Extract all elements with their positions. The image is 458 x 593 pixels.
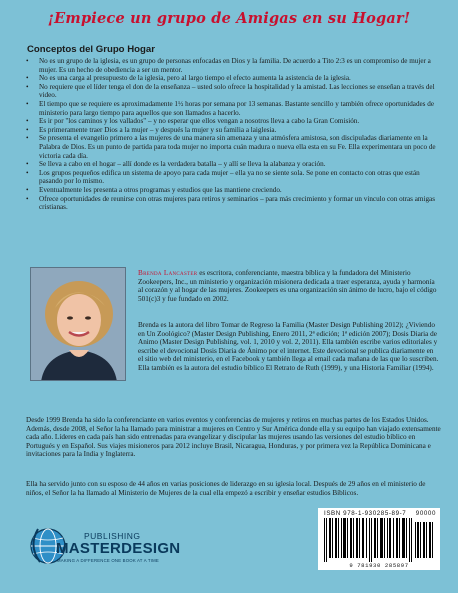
bio-intro-text: es escritora, conferenciante, maestra bíblica y la fundadora del Ministerio Zookeepers, Inc., un ministerio y organización misionera dedicada a traer esperanza, ayuda y harmonía al corazón y al hogar de las mujeres. Zookeepers es una organización sin ánimo de lucro, bajo el código 501(c)3 y fue fundado en 2002. (138, 269, 437, 303)
concepts-list (26, 57, 441, 212)
bio-books-wrap (138, 321, 440, 381)
concept-item: • Es ir por "los caminos y los vallados" – y no esperar que ellos vengan a nosotros lleva a cabo la Gran Comisión. (26, 117, 441, 126)
barcode-digits: 9 781930 285897 (349, 562, 409, 569)
publisher-tagline: MAKING A DIFFERENCE ONE BOOK AT A TIME (57, 558, 159, 563)
bio-intro (138, 269, 440, 303)
concept-item: • No es una carga al presupuesto de la iglesia, pero al largo tiempo el efecto aumenta la asistencia de la iglesia. (26, 74, 441, 83)
barcode-icon (322, 518, 436, 562)
price-code: 90000 (415, 510, 436, 517)
author-photo (30, 267, 126, 381)
bio-ministry: Desde 1999 Brenda ha sido la conferenciante en varios eventos y conferencias de mujeres y retiros en muchas partes de los Estados Unidos. Además, desde 2008, el Señor la ha llamado para ministrar a mujeres en Centro y Sur América donde ella y su equipo han viajado extensamente cada año. Líderes en cada país han sido entrenadas para evangelizar y discipular las mujeres usando las versiones del estudio bíblico en Portugués y en Español. Sus viajes misioneros para 2012 incluye Brasil, Nicaragua, Honduras, y por primera vez la República Dominicana e invitaciones para la India y Inglaterra. (26, 416, 441, 459)
concept-item: • No requiere que el líder tenga el don de la enseñanza – usted solo ofrece la hospitalidad y la amistad. Las lecciones se enseñan a través del video. (26, 83, 441, 100)
author-bio (138, 269, 440, 312)
concept-item: • Se lleva a cabo en el hogar – allí donde es la verdadera batalla – y allí se lleva la alabanza y oración. (26, 160, 441, 169)
concept-item: • Se presenta el evangelio primero a las mujeres de una manera sin amenaza y una atmósfera amistosa, son discipuladas diariamente en la Palabra de Dios. Es un punto de partida para toda mujer no importa cuán madura o nueva ella esta en su Fe. Ella experimentara un poco de victoria cada día. (26, 134, 441, 160)
isbn-text (324, 510, 436, 517)
concept-item: • Es primeramente traer Dios a la mujer – y después la mujer y su familia a laiglesia. (26, 126, 441, 135)
isbn-number: ISBN 978-1-930285-89-7 (324, 510, 407, 517)
publisher-line1: PUBLISHING (84, 531, 141, 541)
concept-item: • No es un grupo de la iglesia, es un grupo de personas enfocadas en Dios y la familia. De acuerdo a Tito 2:3 es un compromiso de mujer a mujer. Es un hecho de obediencia a ser un mentor. (26, 57, 441, 74)
banner-title: ¡Empiece un grupo de Amigas en su Hogar! (47, 10, 411, 27)
concept-item: • El tiempo que se requiere es aproximadamente 1½ horas por semana por 13 semanas. Bastante sencillo y también ofrece oportunidades de ministerio para largo tiempo para aquellos que son llamados a hacerlo. (26, 100, 441, 117)
concept-item: • Eventualmente les presenta a otros programas y estudios que las mantiene creciendo. (26, 186, 441, 195)
publisher-name: MASTERDESIGN (56, 540, 181, 557)
author-name: Brenda Lancaster (138, 269, 198, 277)
concept-item: • Ofrece oportunidades de reunirse con otras mujeres para retiros y seminarios – para más crecimiento y formar un vinculo con otras amigas cristianas. (26, 195, 441, 212)
bio-books: Brenda es la autora del libro Tomar de Regreso la Familia (Master Design Publishing 2012); ¿Viviendo en Un Zoológico? (Master Design Publishing, Enero 2011, 2ª edición; 1ª edición 2007); Dosis Diaria de Animo (Master Design Publishing, vol. 1, 2010 y vol. 2, 2011). Ella también escribe varios editoriales y escribe el devocional Dosis Diaria de Ánimo por el internet. Este devocional se publica diariamente en el sitio web del ministerio, en el Facebook y también llega al email cada mañana de las que lo suscriben. Ella también es la autora del estudio bíblico El Retrato de Ruth (1999), y una Historia Familiar (1994). (138, 321, 439, 372)
concept-item: • Los grupos pequeños edifica un sistema de apoyo para cada mujer – ella ya no se siente sola. Se pone en contacto con otras que están pasando por lo mismo. (26, 169, 441, 186)
bio-service: Ella ha servido junto con su esposo de 44 años en varias posiciones de liderazgo en su iglesia local. Después de 29 años en el ministerio de niños, el Señor la ha llamado al Ministerio de Mujeres de la cual ella empezó a escribir y enseñar estudios Bíblicos. (26, 480, 426, 497)
concepts-heading: Conceptos del Grupo Hogar (27, 44, 155, 55)
barcode-box (318, 508, 440, 570)
